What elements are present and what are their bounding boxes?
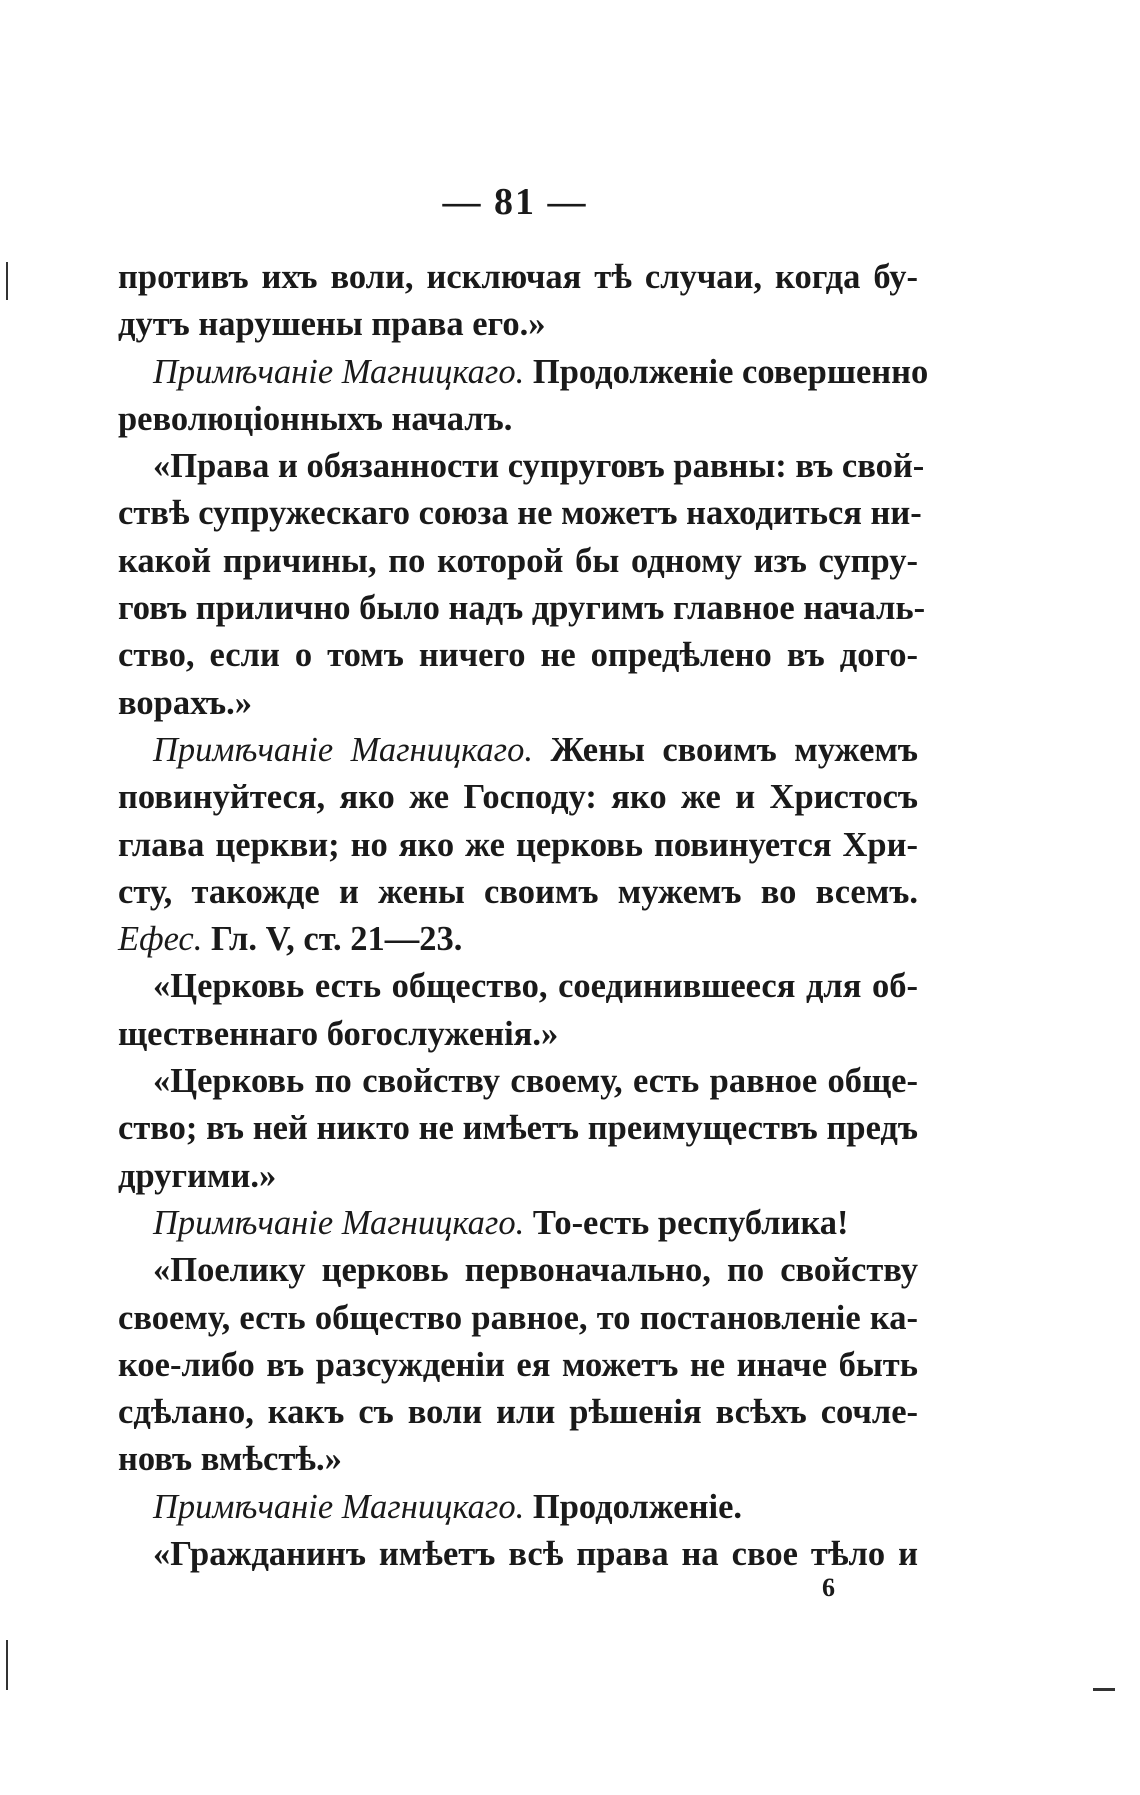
line-text: Гл. V, ст. 21—23.	[202, 920, 463, 959]
line-text: ворахъ.»	[118, 683, 253, 722]
line-text: повинуйтеся, яко же Господу: яко же и Христосъ	[118, 778, 918, 817]
text-line	[118, 396, 918, 443]
line-text: революціонныхъ началъ.	[118, 399, 513, 438]
text-line	[118, 301, 918, 348]
note-label: Примѣчаніе Магницкаго.	[153, 352, 525, 391]
text-line	[118, 585, 926, 632]
note-label: Примѣчаніе Магницкаго.	[153, 1487, 525, 1526]
line-text: какой причины, по которой бы одному изъ супру-	[118, 541, 918, 580]
text-line	[118, 490, 922, 537]
line-text: глава церкви; но яко же церковь повинуется Хри-	[118, 825, 918, 864]
text-line	[118, 1342, 918, 1389]
note-line	[118, 1200, 918, 1247]
line-text: дутъ нарушены права его.»	[118, 305, 546, 344]
text-line	[118, 1295, 918, 1342]
text-line	[118, 822, 918, 869]
signature-mark: 6	[822, 1573, 835, 1602]
text-line	[118, 1531, 918, 1578]
text-line	[118, 1105, 918, 1152]
line-text: Продолженіе.	[524, 1487, 743, 1526]
line-text: «Церковь по свойству своему, есть равное обще-	[153, 1062, 918, 1101]
text-line	[118, 774, 918, 821]
line-text: говъ прилично было надъ другимъ главное началь-	[118, 589, 926, 628]
line-text: «Права и обязанности супруговъ равны: въ свой-	[153, 447, 925, 486]
margin-scan-mark	[6, 262, 8, 300]
margin-scan-mark	[1093, 1688, 1115, 1691]
line-text: ство; въ ней никто не имѣетъ преимуществъ предъ	[118, 1109, 918, 1148]
text-line	[118, 1058, 918, 1105]
note-line	[118, 349, 929, 396]
line-text: сдѣлано, какъ съ воли или рѣшенія всѣхъ сочле-	[118, 1393, 918, 1432]
line-text: сту, такожде и жены своимъ мужемъ во всемъ.	[118, 872, 918, 911]
text-line	[118, 538, 918, 585]
line-text: кое-либо въ разсужденіи ея можетъ не иначе быть	[118, 1345, 918, 1384]
margin-scan-mark	[6, 1640, 8, 1690]
reference-line	[118, 916, 918, 963]
page-number: — 81 —	[442, 181, 588, 223]
line-text: «Гражданинъ имѣетъ всѣ права на свое тѣло и	[153, 1535, 918, 1574]
page-text	[118, 254, 929, 1578]
note-label: Примѣчаніе Магницкаго.	[153, 1203, 525, 1242]
note-line	[118, 1484, 918, 1531]
line-text: «Церковь есть общество, соединившееся для об-	[153, 967, 918, 1006]
text-line	[118, 869, 918, 916]
text-line	[118, 1436, 918, 1483]
text-line	[118, 1011, 918, 1058]
line-text: Жены своимъ мужемъ	[533, 730, 918, 769]
note-label: Примѣчаніе Магницкаго.	[153, 730, 534, 769]
text-line	[118, 963, 918, 1010]
line-text: «Поелику церковь первоначально, по свойству	[153, 1251, 918, 1290]
text-line	[118, 254, 918, 301]
line-text: ствѣ супружескаго союза не можетъ находиться ни-	[118, 494, 922, 533]
line-text: То-есть республика!	[524, 1203, 849, 1242]
text-line	[118, 680, 918, 727]
note-line	[118, 727, 918, 774]
text-line	[118, 632, 918, 679]
text-line	[118, 1389, 918, 1436]
text-line	[118, 1247, 918, 1294]
text-line	[118, 1153, 918, 1200]
line-text: своему, есть общество равное, то постановленіе ка-	[118, 1298, 918, 1337]
reference-label: Ефес.	[118, 920, 203, 959]
line-text: ство, если о томъ ничего не опредѣлено въ дого-	[118, 636, 918, 675]
line-text: Продолженіе совершенно	[524, 352, 929, 391]
text-line	[118, 443, 925, 490]
line-text: щественнаго богослуженія.»	[118, 1014, 559, 1053]
line-text: новъ вмѣстѣ.»	[118, 1440, 342, 1479]
line-text: другими.»	[118, 1156, 277, 1195]
line-text: противъ ихъ воли, исключая тѣ случаи, когда бу-	[118, 258, 918, 296]
